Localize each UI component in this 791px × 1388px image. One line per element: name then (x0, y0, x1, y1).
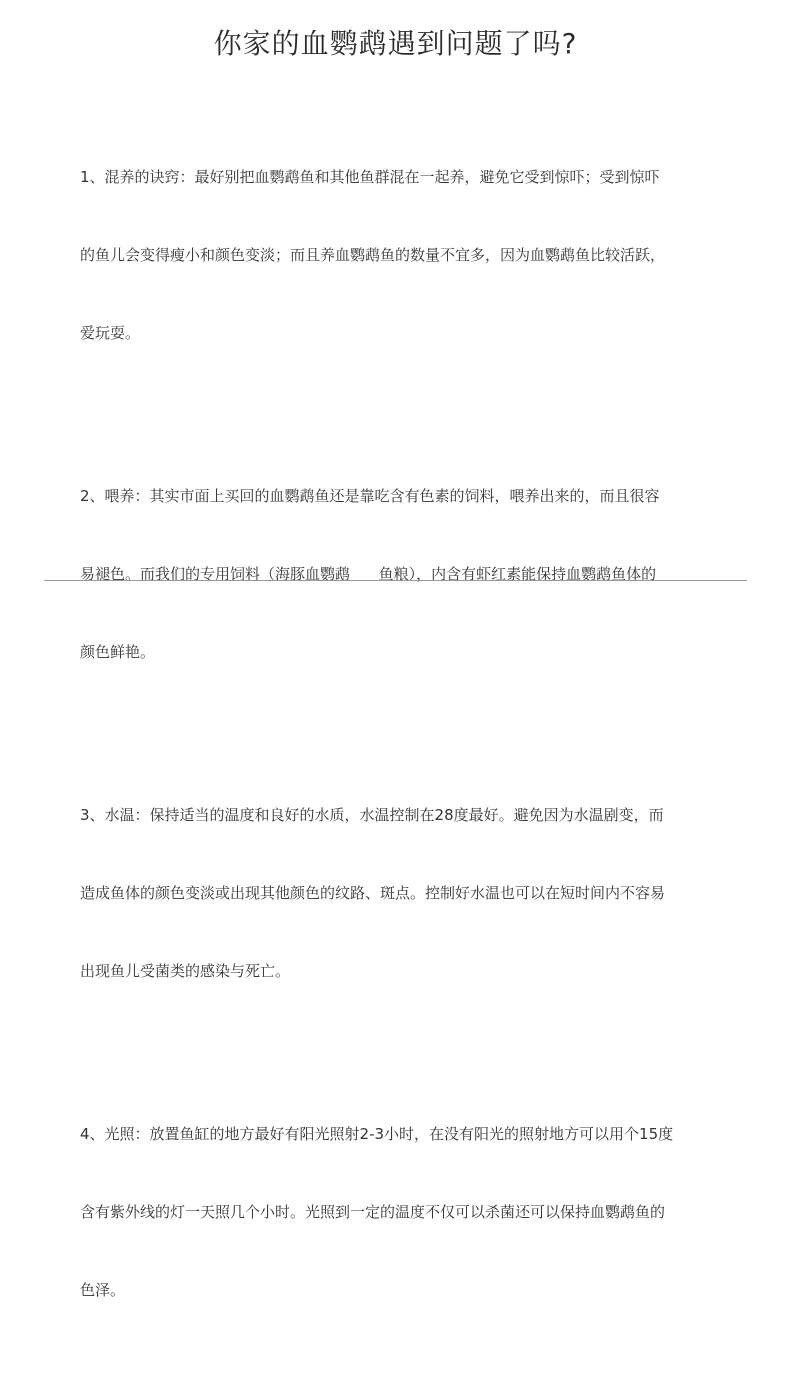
section-water-temperature (80, 750, 720, 1036)
section-feeding (80, 431, 720, 717)
paragraph-line: 3、水温：保持适当的温度和良好的水质，水温控制在28度最好。避免因为水温剧变，而 (80, 806, 664, 824)
bottom-divider (44, 580, 747, 581)
paragraph-line: 色泽。 (80, 1281, 126, 1299)
paragraph-line: 的鱼儿会变得瘦小和颜色变淡；而且养血鹦鹉鱼的数量不宜多，因为血鹦鹉鱼比较活跃， (80, 246, 666, 264)
paragraph-line: 易褪色。而我们的专用饲料（海豚血鹦鹉 鱼粮），内含有虾红素能保持血鹦鹉鱼体的 (80, 565, 657, 583)
section-mixed-breeding (80, 112, 720, 398)
paragraph-line: 造成鱼体的颜色变淡或出现其他颜色的纹路、斑点。控制好水温也可以在短时间内不容易 (80, 884, 666, 902)
article-body (80, 112, 720, 1388)
paragraph-line: 颜色鲜艳。 (80, 643, 156, 661)
paragraph-line: 4、光照：放置鱼缸的地方最好有阳光照射2-3小时，在没有阳光的照射地方可以用个15度 (80, 1125, 674, 1143)
paragraph-line: 1、混养的诀窍：最好别把血鹦鹉鱼和其他鱼群混在一起养，避免它受到惊吓；受到惊吓 (80, 168, 660, 186)
paragraph-line: 爱玩耍。 (80, 324, 141, 342)
paragraph-line: 出现鱼儿受菌类的感染与死亡。 (80, 962, 291, 980)
section-lighting (80, 1069, 720, 1355)
page-title: 你家的血鹦鹉遇到问题了吗? (213, 27, 578, 60)
paragraph-line: 2、喂养：其实市面上买回的血鹦鹉鱼还是靠吃含有色素的饲料，喂养出来的，而且很容 (80, 487, 660, 505)
paragraph-line: 含有紫外线的灯一天照几个小时。光照到一定的温度不仅可以杀菌还可以保持血鹦鹉鱼的 (80, 1203, 666, 1221)
